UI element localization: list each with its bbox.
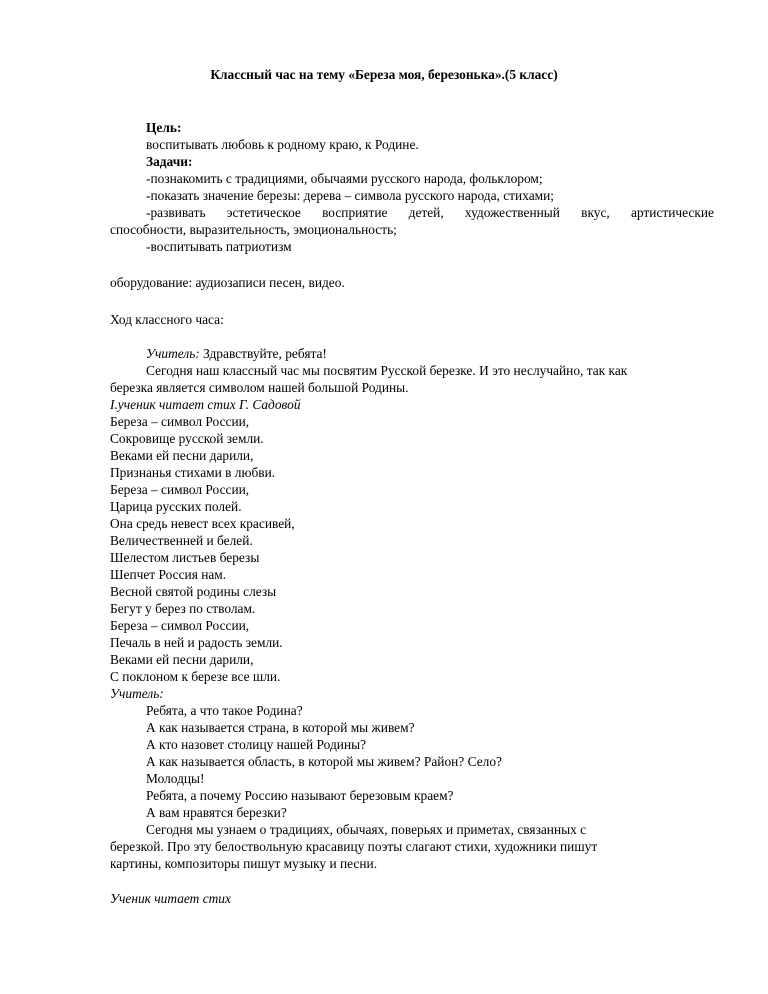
student-reads-line: Ученик читает стих — [110, 891, 231, 906]
teacher-label: Учитель: — [146, 346, 200, 361]
poem-line: Шепчет Россия нам. — [110, 567, 227, 582]
task-item: способности, выразительность, эмоциональность; — [110, 222, 397, 237]
student-line: I.ученик читает стих Г. Садовой — [110, 397, 301, 412]
course-heading: Ход классного часа: — [110, 312, 224, 327]
closing-line: картины, композиторы пишут музыку и песни. — [110, 856, 378, 871]
poem-line: Бегут у берез по стволам. — [110, 601, 256, 616]
poem-line: Береза – символ России, — [110, 618, 250, 633]
poem-line: Береза – символ России, — [110, 482, 250, 497]
question-line: Ребята, а почему Россию называют березовым краем? — [146, 788, 454, 803]
closing-line: березкой. Про эту белоствольную красавицу поэты слагают стихи, художники пишут — [110, 839, 598, 854]
teacher-greeting: Здравствуйте, ребята! — [199, 346, 327, 361]
question-line: А вам нравятся березки? — [146, 805, 287, 820]
question-line: А как называется страна, в которой мы живем? — [146, 720, 415, 735]
poem-line: Признанья стихами в любви. — [110, 465, 276, 480]
poem-line: Сокровище русской земли. — [110, 431, 264, 446]
intro-line: березка является символом нашей большой Родины. — [110, 380, 409, 395]
task-item: -показать значение березы: дерева – символа русского народа, стихами; — [146, 188, 555, 203]
poem-line: Веками ей песни дарили, — [110, 448, 254, 463]
poem-line: Веками ей песни дарили, — [110, 652, 254, 667]
tasks-label: Задачи: — [146, 154, 193, 169]
question-line: Сегодня мы узнаем о традициях, обычаях, поверьях и приметах, связанных с — [146, 822, 587, 837]
question-line: А кто назовет столицу нашей Родины? — [146, 737, 367, 752]
task-item: -воспитывать патриотизм — [146, 239, 292, 254]
teacher-greeting-line — [146, 345, 327, 362]
goal-text: воспитывать любовь к родному краю, к Родине. — [146, 137, 419, 152]
poem-line: Шелестом листьев березы — [110, 550, 260, 565]
poem-line: Царица русских полей. — [110, 499, 242, 514]
poem-line: Она средь невест всех красивей, — [110, 516, 295, 531]
question-line: Молодцы! — [146, 771, 205, 786]
equipment-line: оборудование: аудиозаписи песен, видео. — [110, 275, 345, 290]
question-line: А как называется область, в которой мы живем? Район? Село? — [146, 754, 502, 769]
poem-line: Весной святой родины слезы — [110, 584, 277, 599]
task-item: -познакомить с традициями, обычаями русского народа, фольклором; — [146, 171, 543, 186]
document-title: Классный час на тему «Береза моя, березонька».(5 класс) — [210, 67, 558, 82]
poem-line: Печаль в ней и радость земли. — [110, 635, 283, 650]
goal-label: Цель: — [146, 120, 182, 135]
poem-line: Величественней и белей. — [110, 533, 253, 548]
poem-line: С поклоном к березе все шли. — [110, 669, 281, 684]
intro-line: Сегодня наш классный час мы посвятим Русской березке. И это неслучайно, так как — [146, 363, 628, 378]
task-item: -развивать эстетическое восприятие детей, художественный вкус, артистические — [146, 205, 714, 220]
teacher-label-2: Учитель: — [110, 686, 164, 701]
poem-line: Береза – символ России, — [110, 414, 250, 429]
question-line: Ребята, а что такое Родина? — [146, 703, 303, 718]
